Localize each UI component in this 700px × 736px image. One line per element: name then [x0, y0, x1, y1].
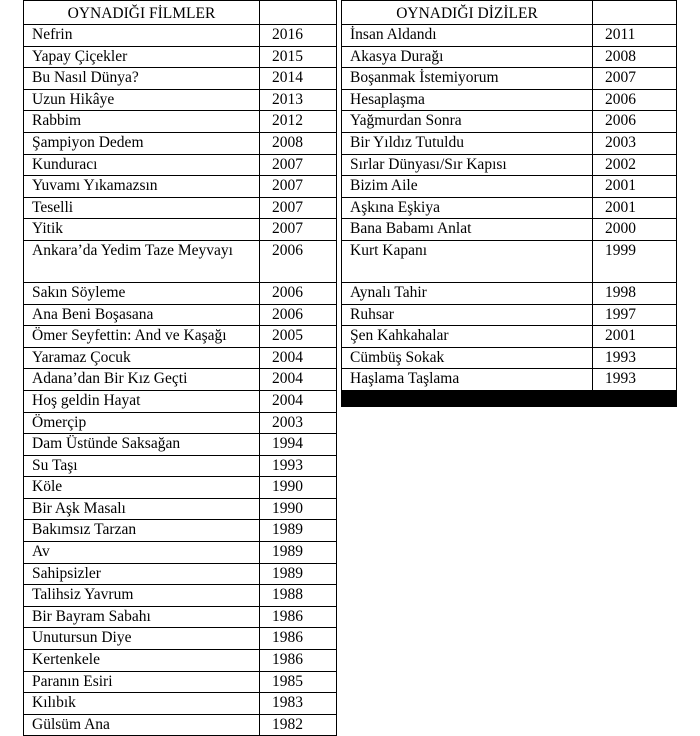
series-row — [342, 347, 677, 369]
film-row — [24, 176, 337, 198]
series-title: Akasya Durağı — [342, 46, 593, 68]
film-row — [24, 390, 337, 412]
film-year: 1989 — [260, 563, 337, 585]
film-row — [24, 154, 337, 176]
film-year: 2012 — [260, 111, 337, 133]
film-title: Kunduracı — [24, 154, 260, 176]
film-year: 1986 — [260, 606, 337, 628]
film-row — [24, 68, 337, 90]
film-row — [24, 628, 337, 650]
film-title: Gülsüm Ana — [24, 714, 260, 736]
film-row — [24, 240, 337, 282]
film-row — [24, 197, 337, 219]
film-title: Bir Aşk Masalı — [24, 498, 260, 520]
film-year: 2004 — [260, 347, 337, 369]
series-title: Kurt Kapanı — [342, 240, 593, 282]
film-title: Talihsiz Yavrum — [24, 585, 260, 607]
film-year: 2014 — [260, 68, 337, 90]
series-year: 1999 — [593, 240, 677, 282]
film-year: 2016 — [260, 25, 337, 47]
film-year: 1985 — [260, 671, 337, 693]
film-year: 1989 — [260, 520, 337, 542]
film-title: Adana’dan Bir Kız Geçti — [24, 369, 260, 391]
film-title: Ankara’da Yedim Taze Meyvayı — [24, 240, 260, 282]
film-row — [24, 650, 337, 672]
series-title — [342, 405, 593, 406]
film-year: 1993 — [260, 455, 337, 477]
series-header-row — [342, 1, 677, 25]
series-table — [341, 0, 677, 407]
film-year: 2007 — [260, 197, 337, 219]
film-title: Paranın Esiri — [24, 671, 260, 693]
film-row — [24, 219, 337, 241]
film-row — [24, 498, 337, 520]
film-row — [24, 282, 337, 304]
film-year: 1989 — [260, 542, 337, 564]
film-year: 2003 — [260, 412, 337, 434]
series-year: 2001 — [593, 326, 677, 348]
film-title: Yapay Çiçekler — [24, 46, 260, 68]
film-title: Sahipsizler — [24, 563, 260, 585]
film-title: Yitik — [24, 219, 260, 241]
film-row — [24, 477, 337, 499]
series-row — [342, 197, 677, 219]
film-year: 2004 — [260, 369, 337, 391]
series-header: OYNADIĞI DİZİLER — [342, 1, 593, 25]
film-title: Köle — [24, 477, 260, 499]
film-title: Sakın Söyleme — [24, 282, 260, 304]
film-year: 1988 — [260, 585, 337, 607]
series-row — [342, 46, 677, 68]
film-title: Kılıbık — [24, 693, 260, 715]
film-year: 2006 — [260, 282, 337, 304]
film-year: 2006 — [260, 304, 337, 326]
series-title: Ruhsar — [342, 304, 593, 326]
film-title: Ana Beni Boşasana — [24, 304, 260, 326]
series-row — [342, 132, 677, 154]
series-year: 2007 — [593, 68, 677, 90]
film-row — [24, 542, 337, 564]
series-title: Sırlar Dünyası/Sır Kapısı — [342, 154, 593, 176]
films-table — [23, 0, 337, 736]
film-title: Hoş geldin Hayat — [24, 390, 260, 412]
film-row — [24, 606, 337, 628]
series-row — [342, 282, 677, 304]
film-year: 2005 — [260, 326, 337, 348]
series-year: 2000 — [593, 219, 677, 241]
films-header-row — [24, 1, 337, 25]
series-row — [342, 405, 677, 406]
series-title: Hesaplaşma — [342, 89, 593, 111]
film-title: Teselli — [24, 197, 260, 219]
series-year: 2011 — [593, 25, 677, 47]
series-year: 2003 — [593, 132, 677, 154]
series-row — [342, 304, 677, 326]
series-title: Aşkına Eşkiya — [342, 197, 593, 219]
films-header-year — [260, 1, 337, 25]
series-title: Bir Yıldız Tutuldu — [342, 132, 593, 154]
series-row — [342, 68, 677, 90]
series-row — [342, 176, 677, 198]
film-year: 2007 — [260, 176, 337, 198]
film-row — [24, 585, 337, 607]
film-title: Kertenkele — [24, 650, 260, 672]
film-title: Unutursun Diye — [24, 628, 260, 650]
series-year: 2006 — [593, 89, 677, 111]
series-title: Aynalı Tahir — [342, 282, 593, 304]
film-title: Bir Bayram Sabahı — [24, 606, 260, 628]
films-header: OYNADIĞI FİLMLER — [24, 1, 260, 25]
film-title: Yaramaz Çocuk — [24, 347, 260, 369]
film-row — [24, 455, 337, 477]
series-title: Şen Kahkahalar — [342, 326, 593, 348]
series-row — [342, 89, 677, 111]
film-row — [24, 369, 337, 391]
film-row — [24, 304, 337, 326]
film-year: 2006 — [260, 240, 337, 282]
film-year: 2007 — [260, 154, 337, 176]
film-title: Ömerçip — [24, 412, 260, 434]
film-year: 2008 — [260, 132, 337, 154]
series-year: 1997 — [593, 304, 677, 326]
film-title: Bakımsız Tarzan — [24, 520, 260, 542]
film-title: Uzun Hikâye — [24, 89, 260, 111]
series-year: 2006 — [593, 111, 677, 133]
film-row — [24, 326, 337, 348]
series-row — [342, 111, 677, 133]
film-year: 2004 — [260, 390, 337, 412]
film-title: Ömer Seyfettin: And ve Kaşağı — [24, 326, 260, 348]
series-title: İnsan Aldandı — [342, 25, 593, 47]
film-year: 1990 — [260, 498, 337, 520]
film-row — [24, 111, 337, 133]
film-row — [24, 671, 337, 693]
series-row — [342, 154, 677, 176]
film-year: 1990 — [260, 477, 337, 499]
series-year: 1993 — [593, 347, 677, 369]
series-row — [342, 219, 677, 241]
film-row — [24, 693, 337, 715]
series-year: 2001 — [593, 197, 677, 219]
film-title: Bu Nasıl Dünya? — [24, 68, 260, 90]
film-row — [24, 347, 337, 369]
film-row — [24, 434, 337, 456]
film-row — [24, 46, 337, 68]
series-title: Cümbüş Sokak — [342, 347, 593, 369]
film-year: 2013 — [260, 89, 337, 111]
series-year: 2008 — [593, 46, 677, 68]
film-row — [24, 563, 337, 585]
film-year: 1986 — [260, 628, 337, 650]
film-row — [24, 714, 337, 736]
film-title: Rabbim — [24, 111, 260, 133]
series-title: Haşlama Taşlama — [342, 369, 593, 391]
series-title: Yağmurdan Sonra — [342, 111, 593, 133]
film-row — [24, 520, 337, 542]
series-header-year — [593, 1, 677, 25]
film-year: 1994 — [260, 434, 337, 456]
series-year: 2002 — [593, 154, 677, 176]
film-year: 1983 — [260, 693, 337, 715]
series-year: 2001 — [593, 176, 677, 198]
film-year: 2007 — [260, 219, 337, 241]
film-title: Av — [24, 542, 260, 564]
film-title: Şampiyon Dedem — [24, 132, 260, 154]
film-row — [24, 412, 337, 434]
series-year: 1993 — [593, 369, 677, 391]
film-row — [24, 25, 337, 47]
series-title: Bana Babamı Anlat — [342, 219, 593, 241]
film-year: 1986 — [260, 650, 337, 672]
film-year: 2015 — [260, 46, 337, 68]
film-title: Yuvamı Yıkamazsın — [24, 176, 260, 198]
series-row — [342, 326, 677, 348]
film-row — [24, 89, 337, 111]
film-row — [24, 132, 337, 154]
series-row — [342, 25, 677, 47]
series-row — [342, 369, 677, 391]
film-title: Dam Üstünde Saksağan — [24, 434, 260, 456]
film-title: Su Taşı — [24, 455, 260, 477]
film-year: 1982 — [260, 714, 337, 736]
series-row — [342, 240, 677, 282]
series-title: Bizim Aile — [342, 176, 593, 198]
series-title: Boşanmak İstemiyorum — [342, 68, 593, 90]
film-title: Nefrin — [24, 25, 260, 47]
series-year: 1998 — [593, 282, 677, 304]
series-year — [593, 405, 677, 406]
